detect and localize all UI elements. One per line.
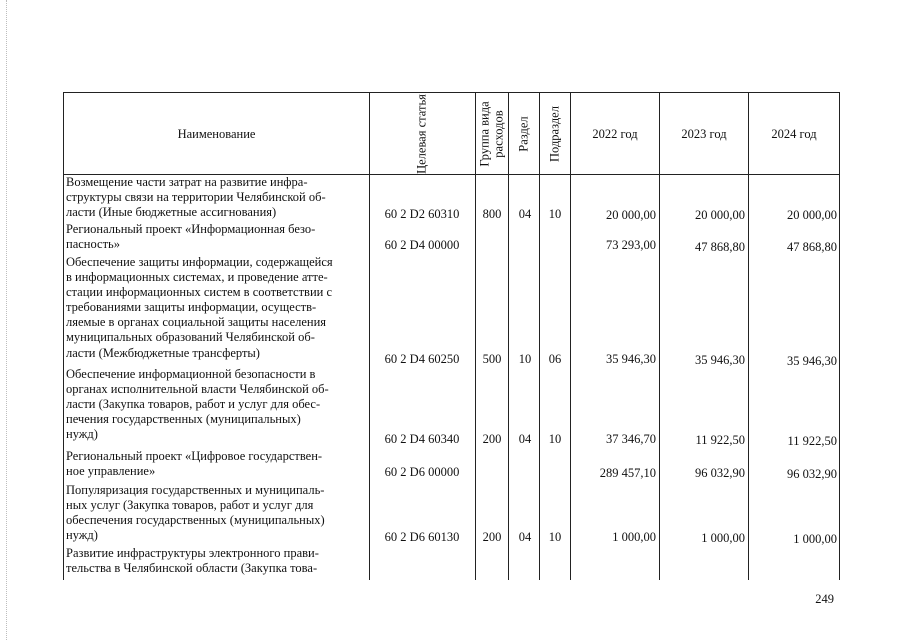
row-6-name: Популяризация государственных и муниципаль- ных услуг (Закупка товаров, работ и услуг для обеспечения государственных (муниципальных) нужд) <box>66 483 325 543</box>
row-1-code: 60 2 D2 60310 <box>384 207 460 221</box>
header-name: Наименование <box>177 126 256 141</box>
header-expense-group: Группа вида расходов <box>477 101 506 167</box>
row-1-2022: 20 000,00 <box>606 208 656 222</box>
row-6-code: 60 2 D6 60130 <box>384 530 460 544</box>
row-3-2022: 35 946,30 <box>606 352 656 366</box>
row-1-group: 800 <box>482 207 502 221</box>
row-4-section: 04 <box>518 432 532 446</box>
row-3-section: 10 <box>518 352 532 366</box>
row-1-2024: 20 000,00 <box>787 208 837 222</box>
row-3-name: Обеспечение защиты информации, содержащейся в информационных системах, и проведение атте- стации информационных систем в соответствии с требованиями защиты информации, осуществ- ляемые в органах социальной защиты населения муниципальных образований Челябинской об- ласти (Межбюджетные трансферты) <box>66 255 333 360</box>
header-target-article: Целевая статья <box>414 94 429 174</box>
row-1-name: Возмещение части затрат на развитие инфра- структуры связи на территории Челябинской об- ласти (Иные бюджетные ассигнования) <box>66 175 326 220</box>
row-3-subsection: 06 <box>548 352 562 366</box>
row-3-2024: 35 946,30 <box>787 354 837 368</box>
col-border-group <box>508 92 509 580</box>
row-6-2022: 1 000,00 <box>612 530 656 544</box>
page-number: 249 <box>815 592 834 606</box>
row-4-group: 200 <box>482 432 502 446</box>
header-section: Раздел <box>516 116 531 152</box>
row-4-2024: 11 922,50 <box>787 434 837 448</box>
row-5-code: 60 2 D6 00000 <box>384 465 460 479</box>
row-7-name: Развитие инфраструктуры электронного прави- тельства в Челябинской области (Закупка това- <box>66 546 319 576</box>
row-4-subsection: 10 <box>548 432 562 446</box>
row-6-group: 200 <box>482 530 502 544</box>
row-6-2024: 1 000,00 <box>793 532 837 546</box>
row-5-name: Региональный проект «Цифровое государствен- ное управление» <box>66 449 323 479</box>
row-3-group: 500 <box>482 352 502 366</box>
row-4-2023: 11 922,50 <box>695 433 745 447</box>
row-2-2023: 47 868,80 <box>695 240 745 254</box>
row-3-code: 60 2 D4 60250 <box>384 352 460 366</box>
row-6-2023: 1 000,00 <box>701 531 745 545</box>
scan-edge <box>6 0 8 640</box>
row-1-section: 04 <box>518 207 532 221</box>
row-5-2022: 289 457,10 <box>599 466 656 480</box>
header-subsection: Подраздел <box>547 106 562 162</box>
row-4-name: Обеспечение информационной безопасности в органах исполнительной власти Челябинской об- ласти (Закупка товаров, работ и услуг для обес- печения государственных (муниципальных) нужд) <box>66 367 329 442</box>
row-6-section: 04 <box>518 530 532 544</box>
row-1-subsection: 10 <box>548 207 562 221</box>
row-5-2023: 96 032,90 <box>695 466 745 480</box>
row-5-2024: 96 032,90 <box>787 467 837 481</box>
row-3-2023: 35 946,30 <box>695 353 745 367</box>
row-4-code: 60 2 D4 60340 <box>384 432 460 446</box>
row-2-name: Региональный проект «Информационная безо- пасность» <box>66 222 316 252</box>
header-2022: 2022 год <box>592 126 638 141</box>
header-2024: 2024 год <box>771 126 817 141</box>
row-2-code: 60 2 D4 00000 <box>384 238 460 252</box>
row-1-2023: 20 000,00 <box>695 208 745 222</box>
col-border-right <box>839 92 840 580</box>
row-2-2024: 47 868,80 <box>787 240 837 254</box>
col-border-section <box>539 92 540 580</box>
row-2-2022: 73 293,00 <box>606 238 656 252</box>
col-border-name <box>369 92 370 580</box>
row-6-subsection: 10 <box>548 530 562 544</box>
row-4-2022: 37 346,70 <box>606 432 656 446</box>
header-2023: 2023 год <box>681 126 727 141</box>
